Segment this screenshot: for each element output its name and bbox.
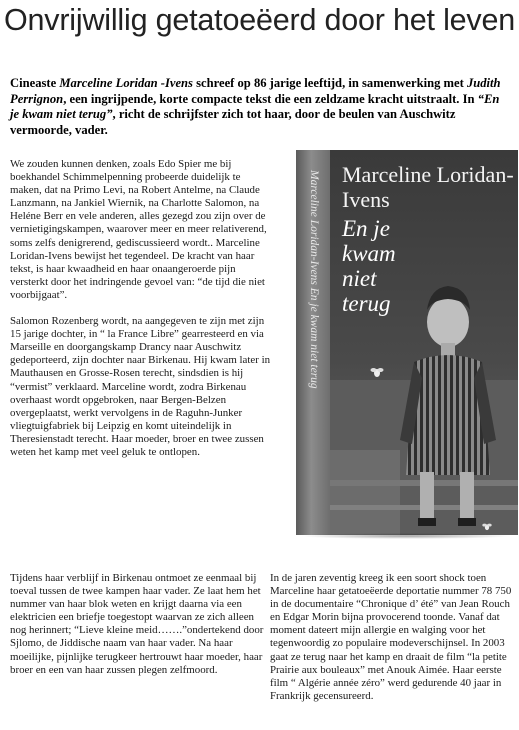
book-shadow (300, 533, 512, 539)
cover-title-line: terug (342, 291, 391, 316)
intro-coauthor-name: Judith Perrignon (10, 76, 501, 106)
article-title: Onvrijwillig getatoeëerd door het leven (4, 3, 515, 37)
body-paragraph-2: Salomon Rozenberg wordt, na aangegeven te zijn met zijn 15 jarige dochter, in “ la France Libre” gearresteerd en via Marseille en doorgangskamp Drancy naar Auschwitz gedeporteerd, zijn dochter naar Birkenau. Hij kwam later in Mauthausen en Grosse-Rosen terecht, sindsdien is hij “vermist” verklaard. Marceline wordt, zodra Birkenau overhaast wordt opgebroken, naar Bergen-Belzen overgeplaatst, werkt vervolgens in de Raguhn-Junker vliegtuigfabriek bij Leipzig en komt uiteindelijk in Theresienstadt terecht. Haar moeder, broer en twee zussen weten het kamp met veel geluk te ontlopen. (10, 315, 271, 458)
publisher-bee-logo (370, 366, 384, 378)
intro-text-2: schreef op 86 jarige leeftijd, in samenwerking met (192, 76, 467, 90)
book-spine (296, 150, 330, 535)
body-paragraph-3: Tijdens haar verblijf in Birkenau ontmoet ze eenmaal bij toeval tussen de twee kampen haar vader. Ze laat hem het nummer van haar blok weten en krijgt daarna via een elektricien een briefje toegestopt waarvan ze zich alleen nog herinnert; “Lieve kleine meid…….”ondertekend door Sjlomo, de Jiddische naam van haar vader. Na haar moeilijke, pijnlijke terugkeer hertrouwt haar moeder, haar broer en een van haar zussen plegen zelfmoord. (10, 572, 264, 676)
article-intro (10, 76, 510, 138)
publisher-bee-logo-small (482, 522, 492, 531)
intro-author-name: Marceline Loridan -Ivens (59, 76, 193, 90)
cover-author-name: Marceline Loridan-Ivens (342, 162, 514, 212)
body-paragraph-4: In de jaren zeventig kreeg ik een soort shock toen Marceline haar getatoeëerde deportatie nummer 78 750 in de documentaire “Chronique d’ été” van Jean Rouch en Edgar Morin bijna provocerend toonde. Vanaf dat moment dateert mijn allergie en walging voor het tegenwoordig zo populaire modeverschijnsel. In 2003 gaat ze terug naar het kamp en draait de film “la petite Prairie aux bouleaux” met Anouk Aimée. Haar eerste film “ Algérie année zéro” werd gedurende 40 jaar in Frankrijk gecensureerd. (270, 572, 512, 702)
cover-title-line: niet (342, 266, 377, 291)
cover-book-title (342, 216, 422, 316)
left-column-bottom (10, 572, 266, 677)
intro-text-3: , een ingrijpende, korte compacte tekst die een zeldzame kracht uitstraalt. In (63, 91, 478, 106)
cover-title-line: En je (342, 216, 390, 241)
right-column-bottom (270, 572, 514, 703)
intro-text-4: , richt de schrijfster zich tot haar, door de beulen van Auschwitz vermoorde, vader. (10, 107, 456, 137)
cover-title-line: kwam (342, 241, 396, 266)
left-column-top (10, 158, 273, 459)
book-spine-text: Marceline Loridan-Ivens En je kwam niet terug (308, 170, 320, 389)
book-front-cover (330, 150, 518, 535)
body-paragraph-1: We zouden kunnen denken, zoals Edo Spier me bij boekhandel Schimmelpenning probeerde duidelijk te maken, dat na Primo Levi, na Robert Antelme, na Claude Lanzmann, na Jankiel Wiernik, na Charlotte Salomon, na Heléne Berr en vele anderen, alles gezegd zou zijn over de vernietigingskampen, waarover meer en meer relativerend, soms zelfs denigrerend, gediscussieerd wordt.. Marceline Loridan-Ivens bewijst het tegendeel. De kracht van haar tekst, is haar kwaadheid en haar onaangeroerde pijn versterkt door het indringende gevoel van: “de tijd die niet voorbijgaat”. (10, 158, 267, 301)
intro-book-title: “En je kwam niet terug” (10, 91, 500, 122)
book-cover (296, 150, 518, 535)
intro-text-1: Cineaste (10, 76, 60, 90)
